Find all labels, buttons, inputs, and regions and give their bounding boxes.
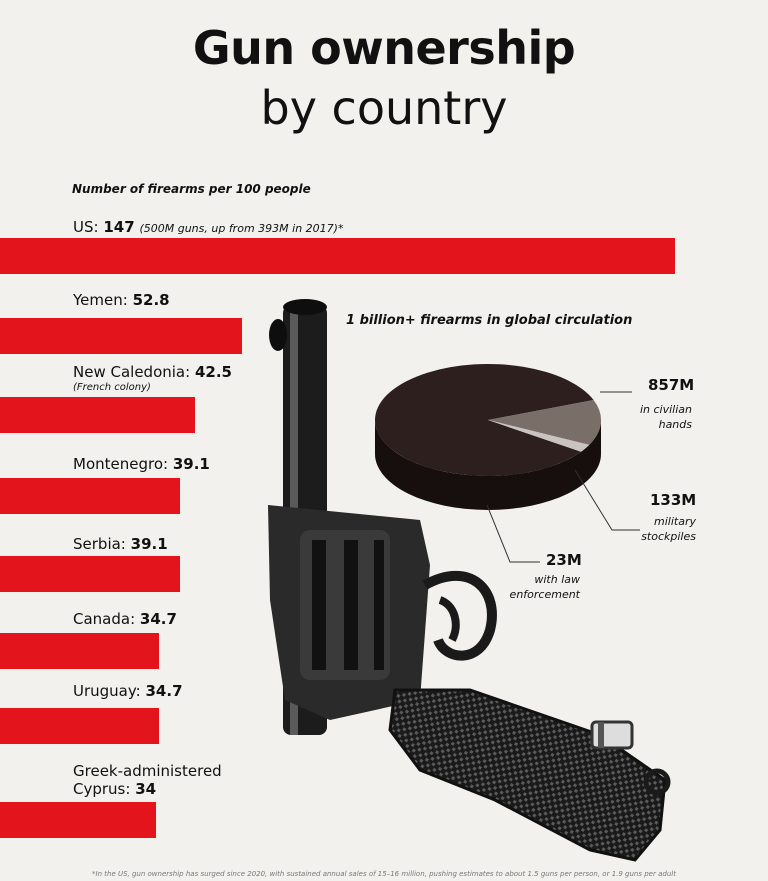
label-yemen: Yemen: 52.8 <box>73 291 170 309</box>
us-note: (500M guns, up from 393M in 2017)* <box>139 222 344 235</box>
pie-chart-title: 1 billion+ firearms in global circulation <box>346 313 633 328</box>
pie-label-military-value: 133M <box>650 491 697 509</box>
chart-title: Gun ownership <box>192 21 576 75</box>
new-caledonia-note: (French colony) <box>73 382 151 393</box>
label-cyprus: Greek-administered Cyprus: 34 <box>73 762 222 798</box>
label-new-caledonia: New Caledonia: 42.5 <box>73 363 232 381</box>
pie-label-law-value: 23M <box>546 551 582 569</box>
pie-leader-line-2 <box>487 505 540 562</box>
pie-label-civilian-desc: in civilian hands <box>639 403 692 431</box>
bar-chart-title: Number of firearms per 100 people <box>72 182 311 196</box>
label-us: US: 147 (500M guns, up from 393M in 2017)* <box>73 218 344 236</box>
label-montenegro: Montenegro: 39.1 <box>73 455 210 473</box>
label-uruguay: Uruguay: 34.7 <box>73 682 183 700</box>
pie-label-law-desc: with law enforcement <box>509 573 580 601</box>
chart-subtitle: by country <box>260 81 508 135</box>
pie-label-civilian-value: 857M <box>648 376 695 394</box>
footnote: *In the US, gun ownership has surged since 2020, with sustained annual sales of 15–16 million, pushing estimates to about 1.5 guns per person, or 1.9 guns per adult <box>92 870 676 878</box>
pie-label-military-desc: military stockpiles <box>641 515 696 543</box>
label-serbia: Serbia: 39.1 <box>73 535 168 553</box>
label-canada: Canada: 34.7 <box>73 610 177 628</box>
